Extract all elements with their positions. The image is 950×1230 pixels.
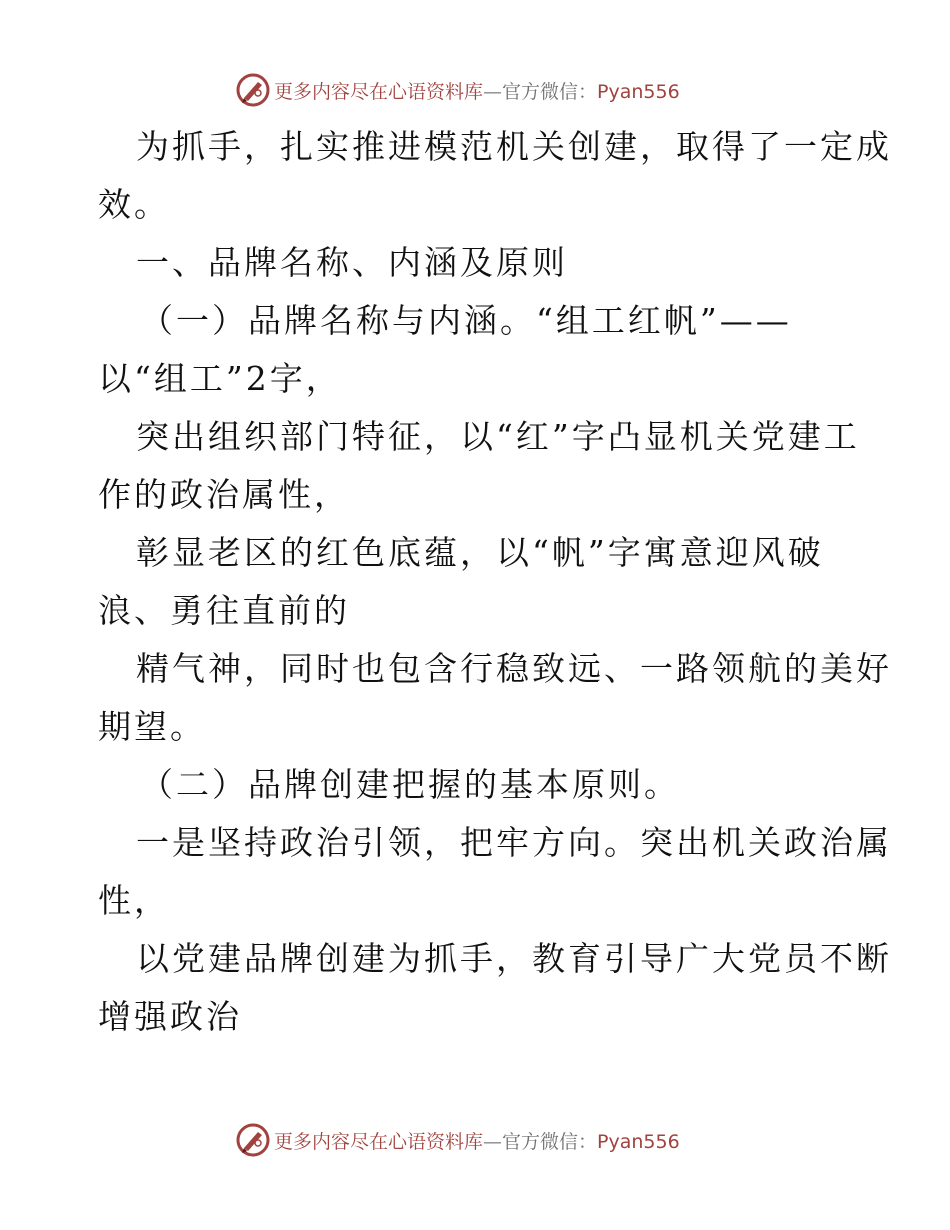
watermark-brand: 更多内容尽在心语资料库	[274, 80, 484, 103]
text-line: 效。	[98, 185, 170, 224]
text-line: 突出组织部门特征，以“红”字凸显机关党建工	[136, 417, 860, 456]
red-pen-logo-icon	[236, 73, 270, 107]
footer-watermark	[236, 1123, 680, 1157]
subsection-heading: （二）品牌创建把握的基本原则。	[140, 765, 680, 804]
text-line: 作的政治属性，	[98, 475, 350, 514]
text-line: 以“组工”2字，	[98, 359, 342, 398]
watermark-brand: 更多内容尽在心语资料库	[274, 1130, 484, 1153]
text-line: 彰显老区的红色底蕴，以“帆”字寓意迎风破	[136, 533, 824, 572]
text-line: 精气神，同时也包含行稳致远、一路领航的美好	[136, 649, 892, 688]
watermark-text	[274, 1127, 680, 1154]
section-heading: 一、品牌名称、内涵及原则	[136, 243, 568, 282]
text-line: 一是坚持政治引领，把牢方向。突出机关政治属	[136, 823, 892, 862]
watermark-text	[274, 77, 680, 104]
document-body	[98, 118, 892, 1046]
watermark-dash: —	[483, 1130, 503, 1153]
subsection-heading: （一）品牌名称与内涵。“组工红帆”——	[140, 301, 792, 340]
watermark-dash: —	[483, 80, 503, 103]
text-line: 增强政治	[98, 997, 242, 1036]
text-line: 浪、勇往直前的	[98, 591, 350, 630]
red-pen-logo-icon	[236, 1123, 270, 1157]
watermark-wechat-label: 官方微信：	[502, 80, 598, 103]
text-line: 性，	[98, 881, 170, 920]
watermark-wechat-id: Pyan556	[597, 1130, 680, 1153]
text-line: 为抓手，扎实推进模范机关创建，取得了一定成	[136, 127, 892, 166]
watermark-wechat-id: Pyan556	[597, 80, 680, 103]
header-watermark	[236, 73, 680, 107]
text-line: 以党建品牌创建为抓手，教育引导广大党员不断	[136, 939, 892, 978]
text-line: 期望。	[98, 707, 206, 746]
watermark-wechat-label: 官方微信：	[502, 1130, 598, 1153]
